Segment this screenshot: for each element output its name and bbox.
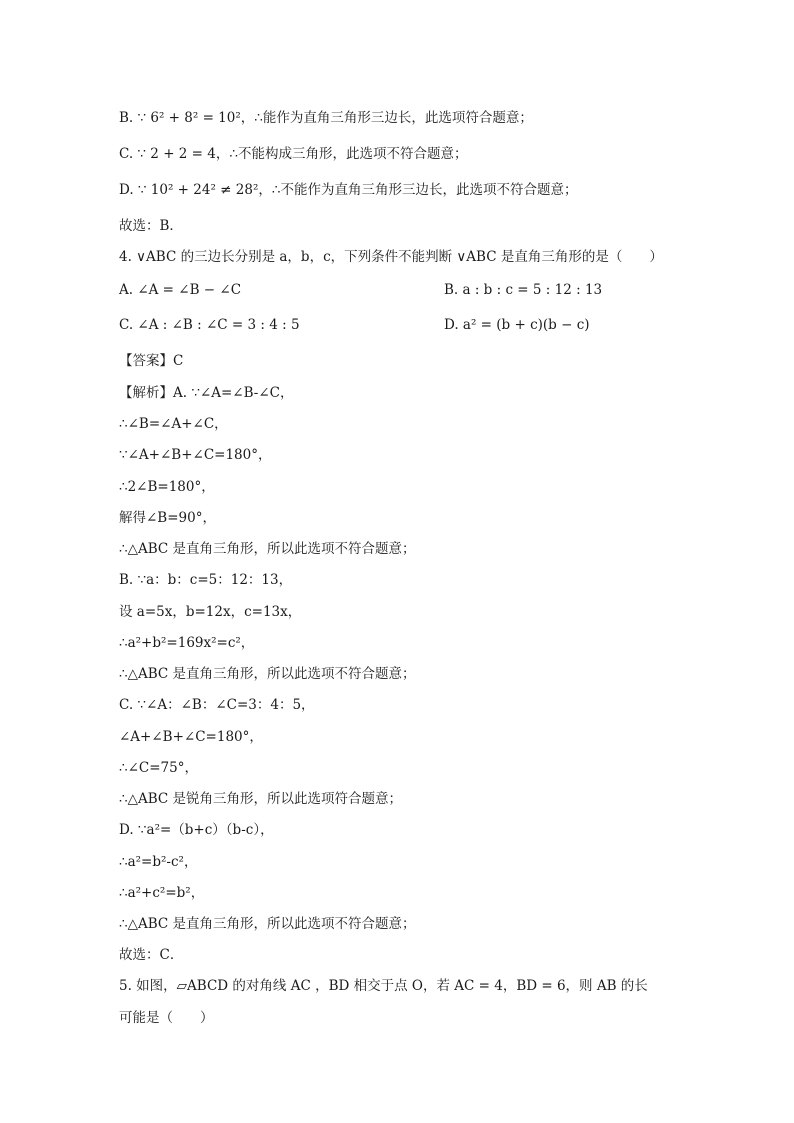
text-line: 故选：B．: [119, 218, 183, 234]
text-line: C. ∵∠A：∠B：∠C=3：4：5，: [119, 697, 315, 713]
text-line: D. ∵ 10² + 24² ≠ 28²，∴不能作为直角三角形三边长，此选项不符合题意；: [119, 182, 578, 198]
text-line: ∴a²=b²-c²，: [119, 854, 198, 870]
text-line: ∴a²+b²=169x²=c²，: [119, 635, 255, 651]
text-line: 设 a=5x，b=12x，c=13x，: [119, 604, 302, 620]
text-line: 解得∠B=90°，: [119, 510, 216, 526]
question-4: 4. ∨ABC 的三边长分别是 a，b，c，下列条件不能判断 ∨ABC 是直角三角形的是（ ）: [119, 249, 663, 265]
text-line: 故选：C．: [119, 947, 184, 963]
text-line: ∴△ABC 是直角三角形，所以此选项不符合题意；: [119, 666, 416, 682]
text-line: ∴a²+c²=b²，: [119, 885, 205, 901]
option-d: D. a² = (b + c)(b − c): [444, 317, 590, 333]
question-5: 5. 如图，▱ABCD 的对角线 AC ，BD 相交于点 O，若 AC = 4，BD = 6，则 AB 的长: [119, 978, 648, 994]
text-line: ∴∠C=75°，: [119, 760, 198, 776]
text-line: ∵∠A+∠B+∠C=180°，: [119, 447, 272, 463]
text-line: ∴∠B=∠A+∠C，: [119, 416, 228, 432]
option-a: A. ∠A = ∠B − ∠C: [119, 282, 242, 298]
text-line: C. ∵ 2 + 2 = 4，∴不能构成三角形，此选项不符合题意；: [119, 146, 468, 162]
text-line: ∴△ABC 是直角三角形，所以此选项不符合题意；: [119, 541, 416, 557]
text-line: ∴△ABC 是锐角三角形，所以此选项符合题意；: [119, 791, 403, 807]
text-line: B. ∵a：b：c=5：12：13，: [119, 572, 293, 588]
text-line: ∴△ABC 是直角三角形，所以此选项不符合题意；: [119, 916, 416, 932]
text-line: ∠A+∠B+∠C=180°，: [119, 729, 263, 745]
text-line: 可能是（ ）: [119, 1010, 214, 1026]
text-line: D. ∵a²=（b+c）（b-c），: [119, 822, 274, 838]
option-c: C. ∠A : ∠B : ∠C = 3 : 4 : 5: [119, 317, 300, 333]
analysis: 【解析】A. ∵∠A=∠B-∠C，: [119, 385, 294, 401]
answer: 【答案】C: [119, 353, 184, 369]
text-line: ∴2∠B=180°，: [119, 479, 215, 495]
text-line: B. ∵ 6² + 8² = 10²，∴能作为直角三角形三边长，此选项符合题意；: [119, 110, 533, 126]
option-b: B. a : b : c = 5 : 12 : 13: [444, 282, 603, 298]
